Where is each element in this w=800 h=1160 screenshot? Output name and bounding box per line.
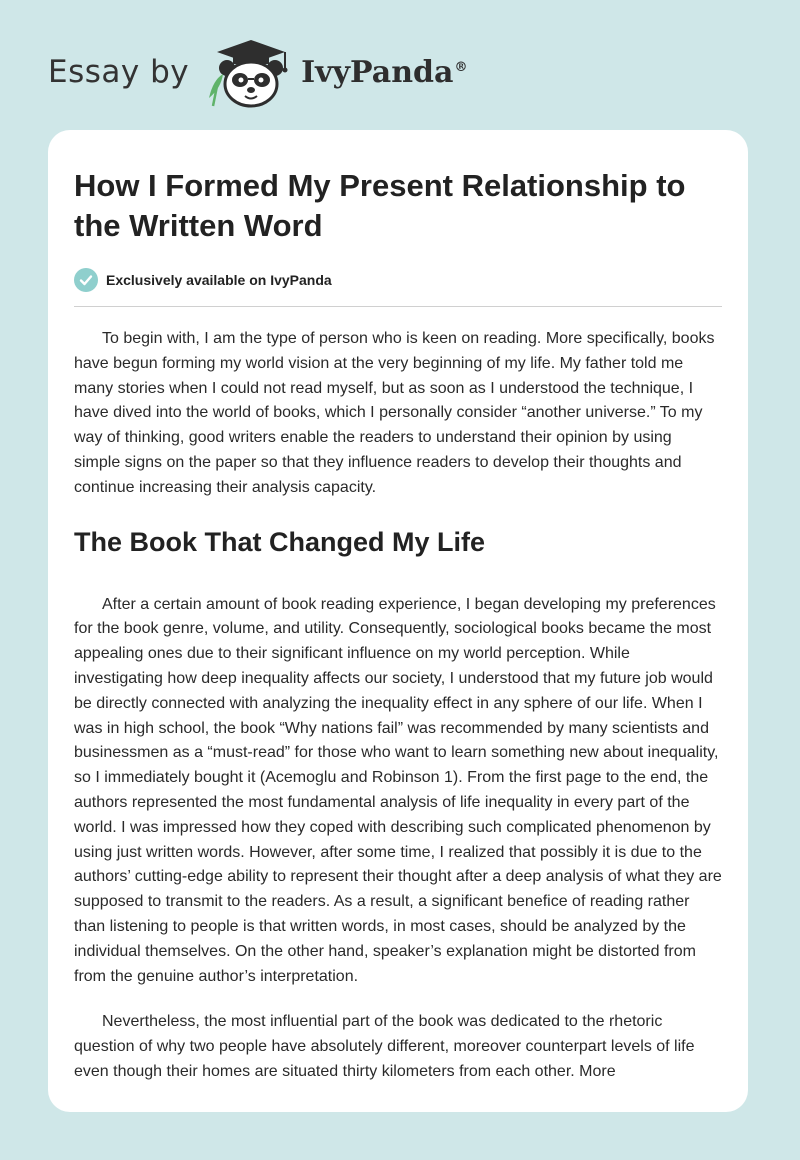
- section-heading: The Book That Changed My Life: [74, 526, 486, 557]
- page-title: How I Formed My Present Relationship to the Written Word: [74, 168, 686, 243]
- paragraph-intro: To begin with, I am the type of person who is keen on reading. More specifically, books have begun forming my world vision at the very beginning of my life. My father told me many stories when I could not read myself, but as soon as I understood the technique, I have dived into the world of books, which I personally consider “another universe.” To my way of thinking, good writers enable the readers to understand their opinion by using simple signs on the paper so that they influence readers to develop their thoughts and continue increasing their analysis capacity.: [74, 330, 715, 496]
- divider: [74, 306, 722, 307]
- paragraph-book: After a certain amount of book reading experience, I began developing my preferences for the book genre, volume, and utility. Consequently, sociological books became the most appealing ones due to their significant influence on my world perception. While investigating how deep inequality affects our society, I understood that my future job would be directly connected with analyzing the inequality effect in any sphere of our life. When I was in high school, the book “Why nations fail” was recommended by many scientists and businessmen as a “must-read” for those who want to learn something new about inequality, so I immediately bought it (Acemoglu and Robinson 1). From the first page to the end, the authors represented the most fundamental analysis of life inequality in every part of the world. I was impressed how they coped with describing such complicated phenomenon by using just written words. However, after some time, I realized that possibly it is due to the authors’ cutting-edge ability to represent their thought after a deep analysis of what they are supposed to transmit to the readers. As a result, a significant benefice of reading rather than listening to people is that written words, in most cases, should be analyzed by the individual themselves. On the other hand, speaker’s explanation might be distorted from from the genuine author’s interpretation.: [74, 595, 722, 985]
- badge-label: Exclusively available on IvyPanda: [106, 272, 332, 288]
- site-header: [48, 34, 467, 110]
- essay-by-label: Essay by: [48, 54, 190, 90]
- brand-text: IvyPanda: [301, 54, 454, 90]
- exclusive-badge: [74, 268, 722, 292]
- essay-card: [48, 130, 748, 1112]
- panda-logo-icon[interactable]: [203, 34, 299, 110]
- check-icon: [74, 268, 98, 292]
- registered-mark: ®: [454, 59, 468, 75]
- brand-name[interactable]: [301, 55, 467, 90]
- paragraph-influence: Nevertheless, the most influential part of the book was dedicated to the rhetoric question of why two people have absolutely different, moreover counterpart levels of life even though their homes are situated thirty kilometers from each other. More: [74, 1013, 695, 1080]
